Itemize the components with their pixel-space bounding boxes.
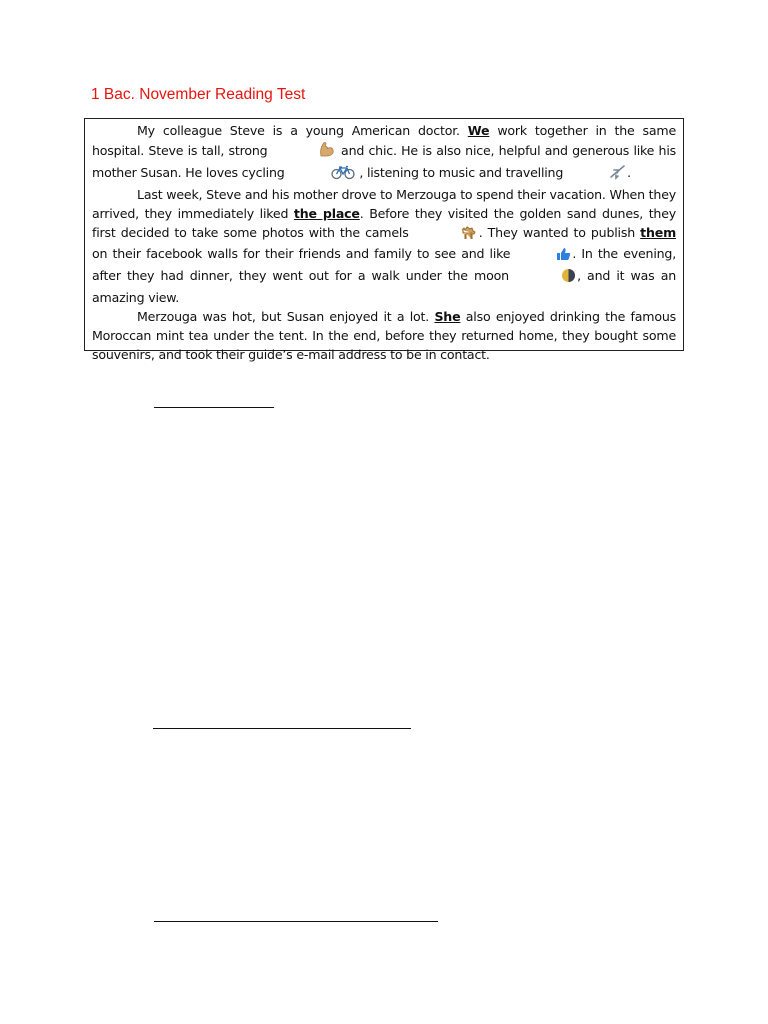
paragraph-1: My colleague Steve is a young American doctor. We work together in the same hospital. Steve is tall, strong and chic. He is also nice, helpful and generous like his mother Susan. He loves cycling , listening to music and travelling . (92, 122, 676, 186)
paragraph-2: Last week, Steve and his mother drove to Merzouga to spend their vacation. When they arrived, they immediately liked the place. Before they visited the golden sand dunes, they first decided to take some photos with the camels . They wanted to publish them on their facebook walls for their friends and family to see and like . In the evening, after they had dinner, they went out for a walk under the moon , and it was an amazing view. (92, 186, 677, 306)
flexed-biceps-icon (273, 141, 336, 164)
reference-the-place: the place (293, 205, 360, 221)
reference-them: them (640, 224, 677, 240)
answer-line-3 (154, 921, 438, 922)
answer-line-2 (153, 728, 411, 729)
document-title: 1 Bac. November Reading Test (91, 86, 306, 103)
thumbs-up-icon (511, 247, 571, 267)
bicycle-icon (286, 165, 355, 186)
answer-line-1 (154, 407, 274, 408)
reading-passage (84, 118, 684, 362)
moon-icon (516, 268, 576, 289)
airplane-icon (564, 164, 626, 186)
reference-she: She (434, 309, 461, 325)
camel-icon (415, 225, 478, 246)
paragraph-3: Merzouga was hot, but Susan enjoyed it a lot. She also enjoyed drinking the famous Moroccan mint tea under the tent. In the end, before they returned home, they bought some souvenirs, and took their guide’s e-mail address to be in contact. (92, 309, 676, 362)
reference-we: We (467, 123, 490, 138)
